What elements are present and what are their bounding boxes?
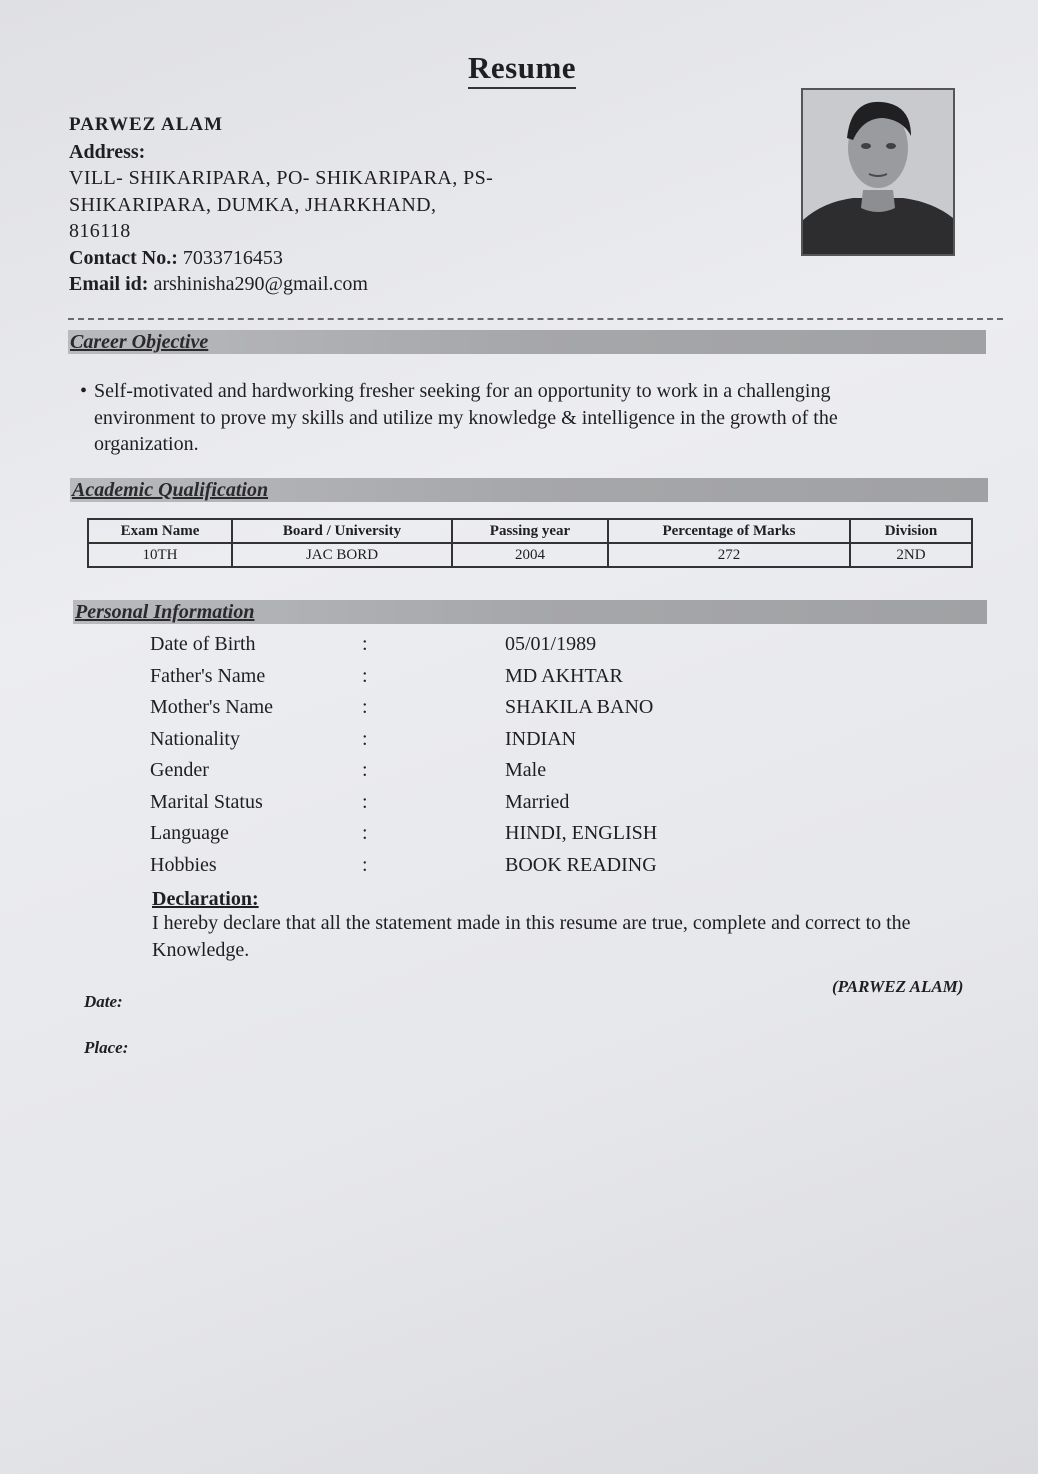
cell-percentage: 272 xyxy=(608,543,850,567)
info-value: MD AKHTAR xyxy=(505,664,623,687)
personal-information-bar xyxy=(73,600,987,624)
career-objective-heading: Career Objective xyxy=(70,331,209,353)
email-line xyxy=(69,271,569,298)
info-key: Marital Status xyxy=(150,790,263,813)
academic-qualification-bar xyxy=(70,478,988,502)
info-separator: : xyxy=(362,696,368,718)
career-objective-text xyxy=(80,378,930,458)
col-exam-name: Exam Name xyxy=(88,519,232,543)
academic-table xyxy=(87,518,973,568)
cell-exam-name: 10TH xyxy=(88,543,232,567)
info-separator: : xyxy=(362,790,368,813)
table-row xyxy=(88,543,972,567)
profile-photo-icon xyxy=(803,90,953,254)
info-separator: : xyxy=(362,664,368,687)
info-separator: : xyxy=(362,853,368,876)
info-separator: : xyxy=(362,727,368,750)
objective-bullet: • xyxy=(80,380,88,402)
academic-table-header-row xyxy=(88,519,972,543)
col-division: Division xyxy=(850,519,972,543)
signature-name: (PARWEZ ALAM) xyxy=(832,977,964,996)
info-key: Language xyxy=(150,822,229,844)
header-divider xyxy=(68,318,1003,320)
info-value: 05/01/1989 xyxy=(505,633,597,655)
info-key: Nationality xyxy=(150,727,240,750)
contact-line xyxy=(69,245,569,272)
declaration-heading: Declaration: xyxy=(152,888,259,910)
info-value: INDIAN xyxy=(505,727,577,750)
resume-title: Resume xyxy=(468,50,576,89)
col-board: Board / University xyxy=(232,519,452,543)
address-line-3: 816118 xyxy=(69,220,131,242)
applicant-name: PARWEZ ALAM xyxy=(69,114,224,135)
objective-paragraph: Self-motivated and hardworking fresher seeking for an opportunity to work in a challenging environment to prove my skills and utilize my knowledge & intelligence in the growth of the organization. xyxy=(94,380,838,455)
info-key: Hobbies xyxy=(150,853,217,876)
info-separator: : xyxy=(362,759,368,781)
info-separator: : xyxy=(362,822,368,844)
info-key: Date of Birth xyxy=(150,633,256,655)
address-label: Address: xyxy=(69,140,146,163)
col-passing-year: Passing year xyxy=(452,519,608,543)
academic-qualification-heading: Academic Qualification xyxy=(72,479,269,501)
contact-block xyxy=(69,112,569,298)
personal-information-heading: Personal Information xyxy=(75,601,255,623)
info-key: Mother's Name xyxy=(150,696,274,718)
profile-photo xyxy=(801,88,955,256)
email-value: arshinisha290@gmail.com xyxy=(153,273,368,295)
info-key: Gender xyxy=(150,759,209,781)
info-value: Married xyxy=(505,790,570,813)
career-objective-bar xyxy=(68,330,986,354)
address-line-1: VILL- SHIKARIPARA, PO- SHIKARIPARA, PS- xyxy=(69,167,494,189)
date-label: Date: xyxy=(84,992,123,1011)
place-label: Place: xyxy=(84,1038,129,1057)
contact-value: 7033716453 xyxy=(182,246,283,269)
email-label: Email id: xyxy=(69,273,149,295)
cell-division: 2ND xyxy=(850,543,972,567)
info-value: Male xyxy=(505,759,547,781)
contact-label: Contact No.: xyxy=(69,246,178,269)
info-value: BOOK READING xyxy=(505,853,657,876)
cell-board: JAC BORD xyxy=(232,543,452,567)
col-percentage: Percentage of Marks xyxy=(608,519,850,543)
address-line-2: SHIKARIPARA, DUMKA, JHARKHAND, xyxy=(69,193,437,216)
info-key: Father's Name xyxy=(150,664,266,687)
cell-passing-year: 2004 xyxy=(452,543,608,567)
info-separator: : xyxy=(362,633,368,655)
info-value: HINDI, ENGLISH xyxy=(505,822,658,844)
declaration-text: I hereby declare that all the statement made in this resume are true, complete and correct to the Knowledge. xyxy=(152,912,911,961)
info-value: SHAKILA BANO xyxy=(505,696,654,718)
